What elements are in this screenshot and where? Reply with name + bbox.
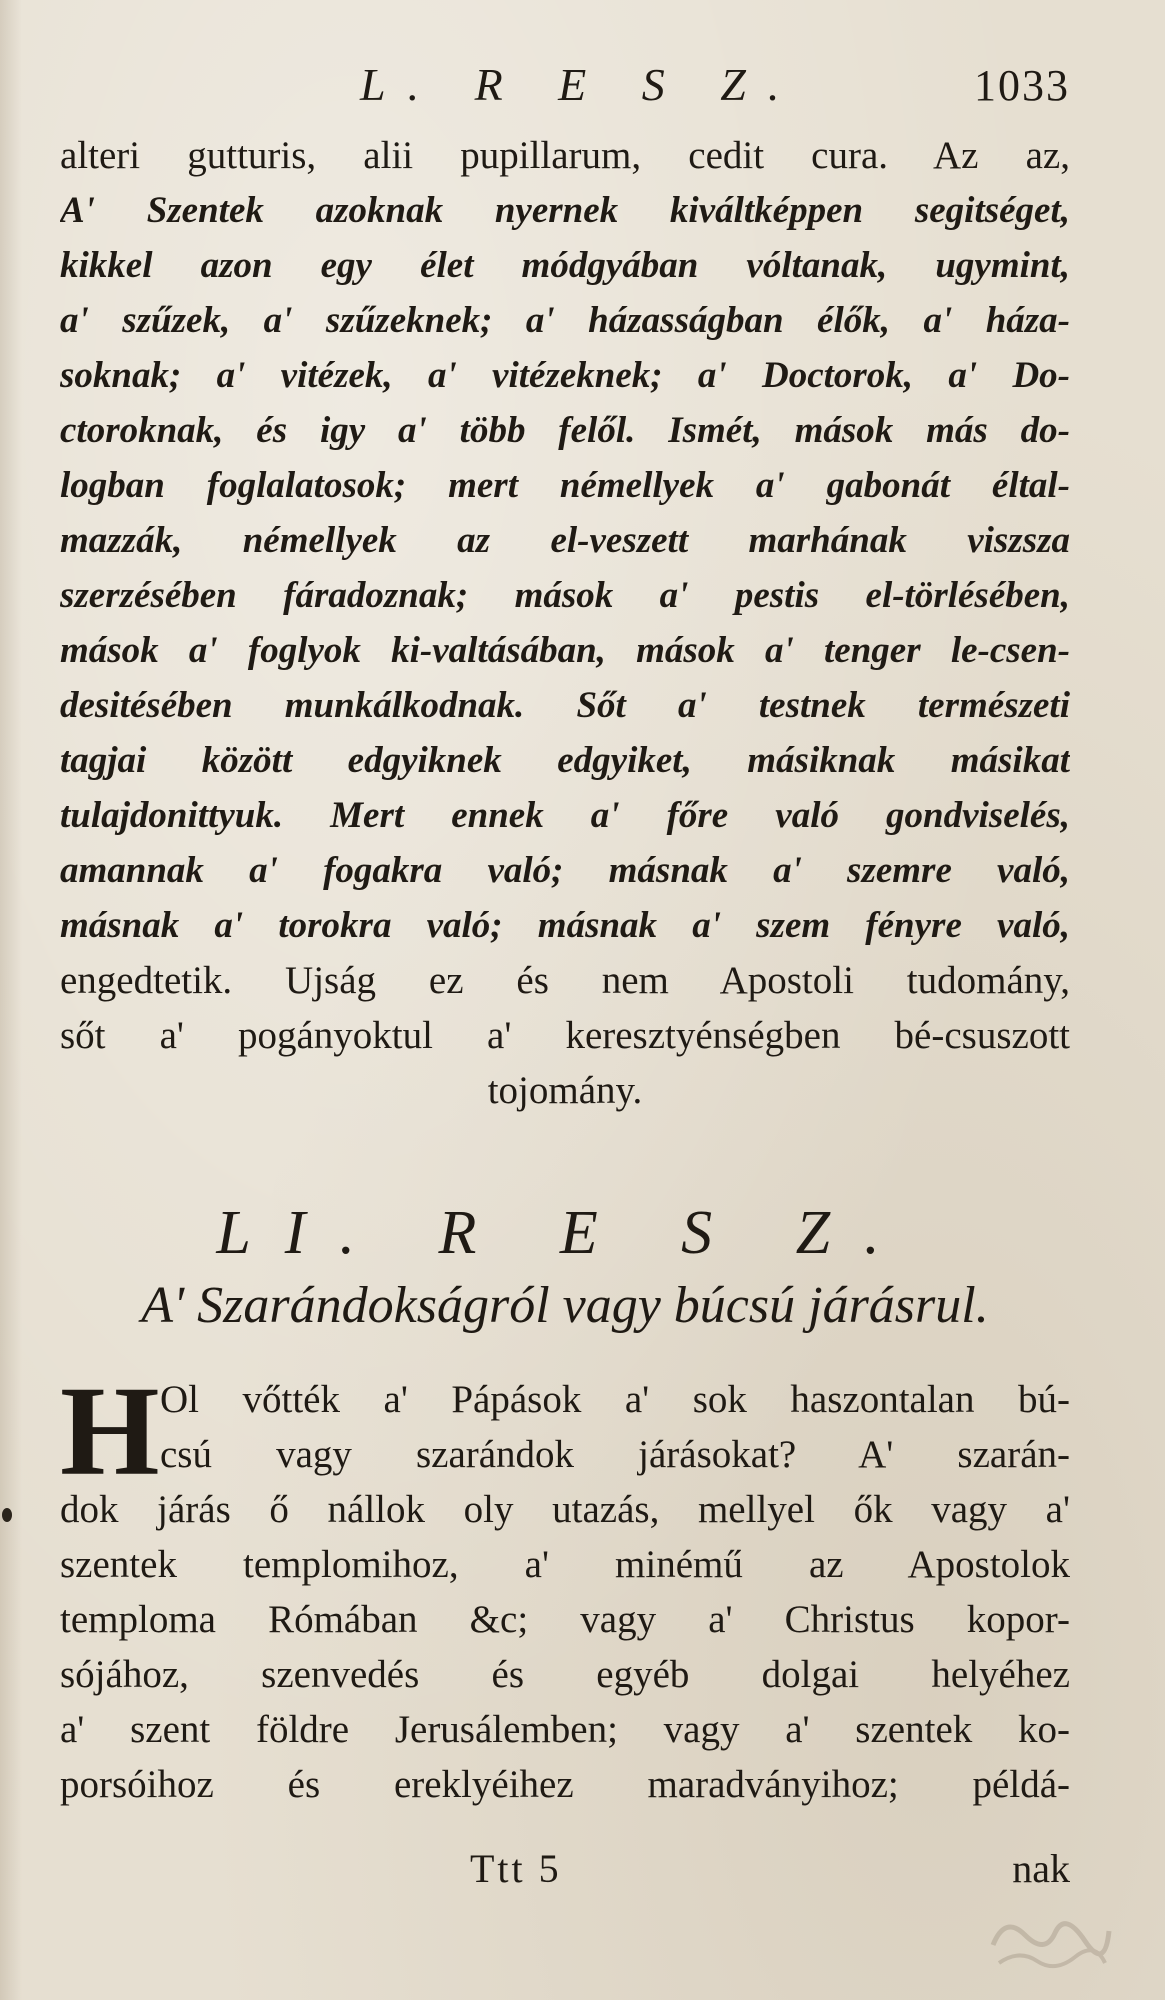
chapter-heading: LI. R E S Z. bbox=[216, 1199, 914, 1267]
text-line: amannak a' fogakra való; másnak a' szemre való, bbox=[60, 850, 1070, 891]
page-footer bbox=[60, 1845, 1070, 1901]
text-line: szentek templomihoz, a' minémű az Apostolok bbox=[60, 1543, 1070, 1586]
section-li-text bbox=[60, 1360, 1070, 1812]
text-line: kikkel azon egy élet módgyában vóltanak, ugymint, bbox=[60, 245, 1070, 286]
text-line: alteri gutturis, alii pupillarum, cedit cura. Az az, bbox=[60, 134, 1070, 177]
text-line: Ol vőtték a' Pápások a' sok haszontalan bú- bbox=[160, 1378, 1070, 1421]
text-line: a' szent földre Jerusálemben; vagy a' szentek ko- bbox=[60, 1708, 1070, 1751]
text-line: tulajdonittyuk. Mert ennek a' főre való gondviselés, bbox=[60, 795, 1070, 836]
text-line: temploma Rómában &c; vagy a' Christus kopor- bbox=[60, 1598, 1070, 1641]
text-line: szerzésében fáradoznak; mások a' pestis el-törlésében, bbox=[60, 575, 1070, 616]
text-line: porsóihoz és ereklyéihez maradványihoz; példá- bbox=[60, 1763, 1070, 1806]
text-line: mások a' foglyok ki-valtásában, mások a' tenger le-csen- bbox=[60, 630, 1070, 671]
text-line: a' szűzek, a' szűzeknek; a' házasságban élők, a' háza- bbox=[60, 300, 1070, 341]
text-line: sójához, szenvedés és egyéb dolgai helyéhez bbox=[60, 1653, 1070, 1696]
catchword: nak bbox=[1012, 1846, 1070, 1891]
text-line: tojomány. bbox=[487, 1069, 643, 1112]
signature-mark: Ttt 5 bbox=[470, 1846, 562, 1891]
text-line: csú vagy szarándok járásokat? A' szarán- bbox=[160, 1433, 1070, 1476]
page-number: 1033 bbox=[974, 61, 1070, 110]
page-header bbox=[60, 58, 1070, 118]
section-l-text bbox=[60, 128, 1070, 1118]
text-line: A' Szentek azoknak nyernek kiváltképpen segitséget, bbox=[60, 190, 1070, 231]
drop-cap: H bbox=[60, 1360, 160, 1502]
text-line: logban foglalatosok; mert némellyek a' gabonát éltal- bbox=[60, 465, 1070, 506]
page-gutter-shadow bbox=[0, 0, 22, 2000]
library-stamp-mark bbox=[985, 1905, 1115, 1975]
text-line: dok járás ő nállok oly utazás, mellyel ők vagy a' bbox=[60, 1488, 1070, 1531]
text-line: engedtetik. Ujság ez és nem Apostoli tudomány, bbox=[60, 959, 1070, 1002]
text-line: sőt a' pogányoktul a' keresztyénségben bé-csuszott bbox=[60, 1014, 1070, 1057]
running-head: L. R E S Z. bbox=[360, 59, 802, 110]
text-line: másnak a' torokra való; másnak a' szem fényre való, bbox=[60, 905, 1070, 946]
text-line: desitésében munkálkodnak. Sőt a' testnek természeti bbox=[60, 685, 1070, 726]
text-line: tagjai között edgyiknek edgyiket, másiknak másikat bbox=[60, 740, 1070, 781]
margin-ink-mark bbox=[2, 1508, 12, 1522]
text-line: soknak; a' vitézek, a' vitézeknek; a' Doctorok, a' Do- bbox=[60, 355, 1070, 396]
chapter-subtitle: A' Szarándokságról vagy búcsú járásrul. bbox=[141, 1277, 989, 1334]
text-line: ctoroknak, és igy a' több felől. Ismét, mások más do- bbox=[60, 410, 1070, 451]
text-line: mazzák, némellyek az el-veszett marhának viszsza bbox=[60, 520, 1070, 561]
